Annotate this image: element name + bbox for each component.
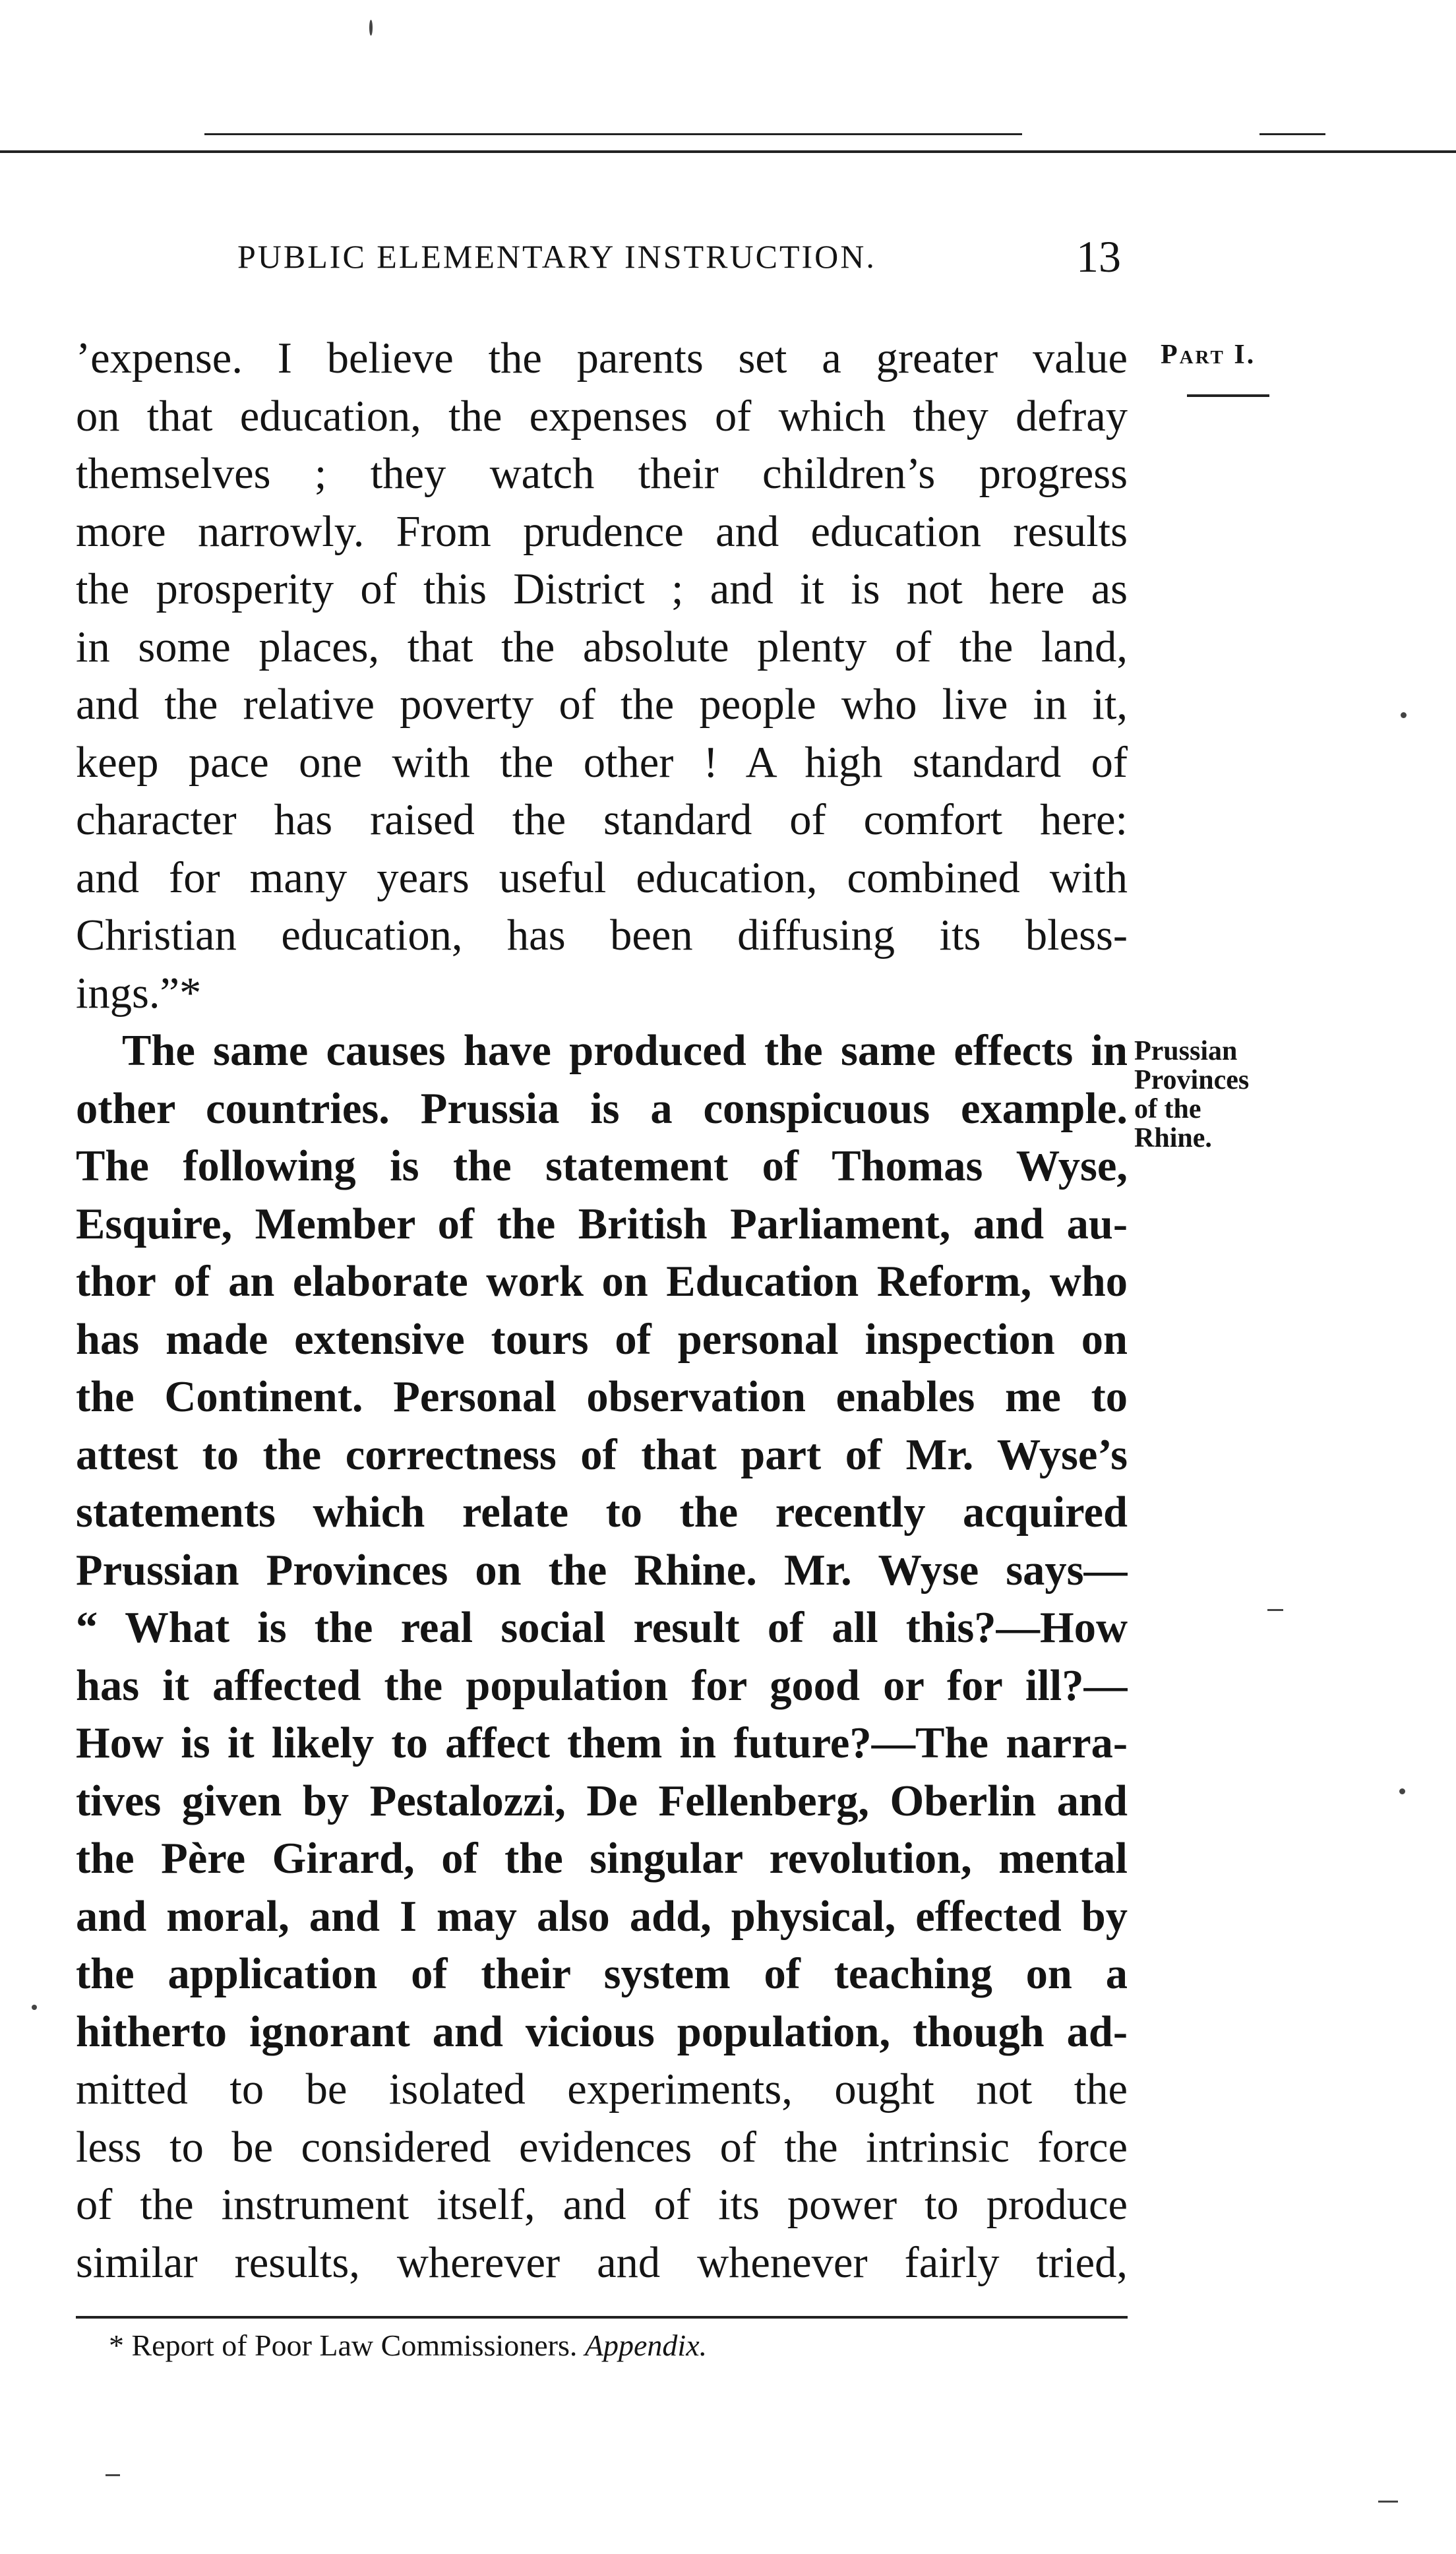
scan-speck [1267, 1609, 1283, 1611]
margin-note-line: of the [1134, 1094, 1201, 1124]
body-line: How is it likely to affect them in future?—The narra- [76, 1719, 1128, 1767]
margin-note-line: Provinces [1134, 1065, 1250, 1095]
body-line: the prosperity of this District ; and it is not here as [76, 565, 1128, 613]
body-line: hitherto ignorant and vicious population, though ad- [76, 2007, 1128, 2056]
body-line: similar results, wherever and whenever fairly tried, [76, 2238, 1128, 2287]
body-line: thor of an elaborate work on Education Reform, who [76, 1258, 1128, 1306]
body-line: has made extensive tours of personal inspection on [76, 1315, 1128, 1364]
body-text [76, 330, 1128, 2292]
body-line: character has raised the standard of comfort here: [76, 796, 1128, 844]
body-line: other countries. Prussia is a conspicuous example. [76, 1084, 1128, 1133]
body-line: statements which relate to the recently acquired [76, 1488, 1128, 1536]
footnote-italic: Appendix. [584, 2328, 708, 2362]
scan-speck [1401, 712, 1407, 718]
body-line: attest to the correctness of that part of Mr. Wyse’s [76, 1430, 1128, 1479]
running-title: PUBLIC ELEMENTARY INSTRUCTION. [237, 238, 876, 275]
body-line: ings.”* [76, 969, 202, 1018]
footnote-text: * Report of Poor Law Commissioners. [109, 2328, 578, 2362]
margin-note-line: Prussian [1134, 1036, 1238, 1066]
body-line: Prussian Provinces on the Rhine. Mr. Wyse says— [76, 1546, 1128, 1595]
body-line: and for many years useful education, combined with [76, 853, 1128, 902]
body-line: and moral, and I may also add, physical, effected by [76, 1892, 1128, 1941]
body-line: The following is the statement of Thomas Wyse, [76, 1142, 1128, 1190]
page-number: 13 [1076, 231, 1121, 282]
body-line: more narrowly. From prudence and education results [76, 507, 1128, 556]
body-line: themselves ; they watch their children’s progress [76, 450, 1128, 498]
body-line: the Continent. Personal observation enables me to [76, 1373, 1128, 1421]
footnote [109, 2328, 707, 2363]
scan-speck [1399, 1788, 1405, 1794]
body-line: The same causes have produced the same effects in [122, 1027, 1128, 1075]
scan-speck [32, 2005, 37, 2010]
scan-speck [369, 20, 373, 36]
body-line: on that education, the expenses of which they defray [76, 392, 1128, 441]
body-line: has it affected the population for good or for ill?— [76, 1661, 1128, 1710]
body-line: Esquire, Member of the British Parliament, and au- [76, 1200, 1128, 1248]
scan-rule-top-3 [1259, 133, 1325, 135]
body-line: ’expense. I believe the parents set a greater value [76, 334, 1128, 382]
margin-note-prussian [1134, 1037, 1306, 1153]
margin-note-line: Rhine. [1134, 1123, 1212, 1153]
body-line: mitted to be isolated experiments, ought not the [76, 2065, 1128, 2113]
body-line: the Père Girard, of the singular revolution, mental [76, 1835, 1128, 1883]
body-line: in some places, that the absolute plenty of the land, [76, 623, 1128, 671]
body-line: “ What is the real social result of all this?—How [76, 1604, 1128, 1652]
scan-rule-top-2 [204, 133, 1022, 135]
scan-speck [106, 2474, 120, 2476]
body-line: and the relative poverty of the people who live in it, [76, 681, 1128, 729]
margin-note-part: Part I. [1161, 340, 1256, 370]
body-line: keep pace one with the other ! A high standard of [76, 738, 1128, 787]
body-line: of the instrument itself, and of its power to produce [76, 2181, 1128, 2229]
footnote-rule [76, 2316, 1128, 2319]
body-line: tives given by Pestalozzi, De Fellenberg, Oberlin and [76, 1777, 1128, 1825]
scan-speck [1378, 2501, 1398, 2503]
body-line: the application of their system of teaching on a [76, 1950, 1128, 1998]
scan-rule-top [0, 150, 1456, 153]
margin-part-rule [1187, 394, 1269, 397]
body-line: Christian education, has been diffusing its bless- [76, 911, 1128, 959]
body-line: less to be considered evidences of the intrinsic force [76, 2123, 1128, 2172]
running-head [237, 231, 1121, 284]
